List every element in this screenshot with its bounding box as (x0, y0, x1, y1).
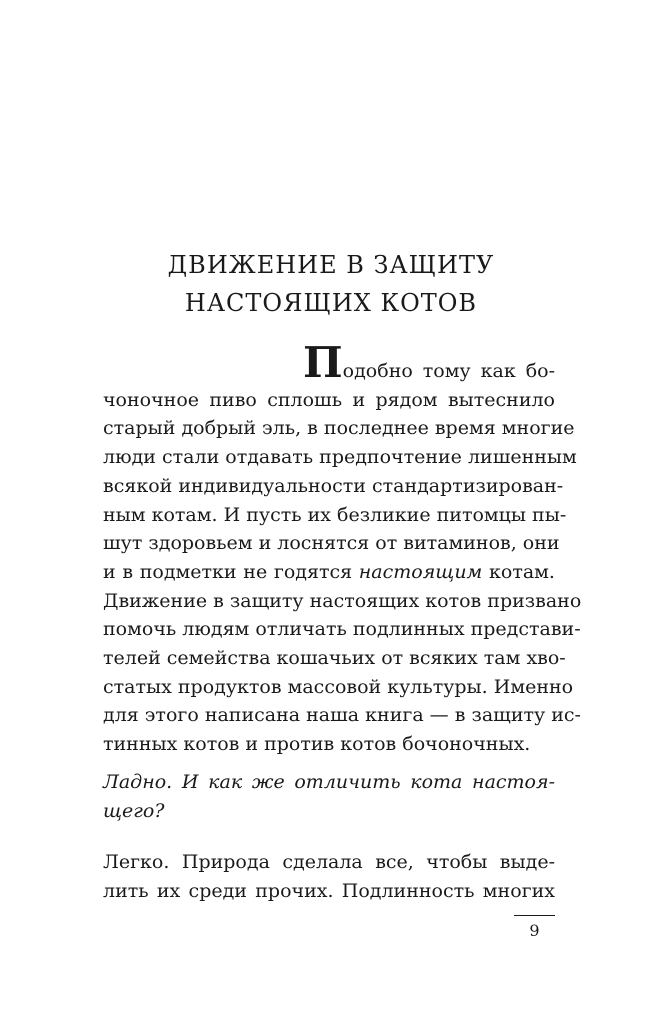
text-line: люди стали отдавать предпочтение лишенным (103, 446, 577, 469)
text-line: помочь людям отличать подлинных представи- (103, 618, 581, 641)
paragraph-answer (103, 848, 555, 905)
text-line: старый добрый эль, в последнее время многие (103, 417, 575, 440)
text-line: всякой индивидуальности стандартизирован- (103, 474, 564, 497)
paragraph-question (103, 768, 555, 825)
text-segment: котам. (489, 560, 555, 583)
text-line: ным котам. И пусть их безликие питомцы пы- (103, 503, 567, 526)
text-line (103, 558, 555, 587)
folio-rule (514, 915, 555, 916)
text-line: телей семейства кошачьих от всяких там хво- (103, 647, 566, 670)
text-line: Легко. Природа сделала все, чтобы выде- (103, 851, 555, 873)
chapter-title-line-2: НАСТОЯЩИХ КОТОВ (184, 289, 478, 317)
text-line: тинных котов и против котов бочоночных. (103, 733, 531, 756)
text-line: щего? (103, 799, 165, 822)
text-line: статых продуктов массовой культуры. Именно (103, 675, 574, 698)
text-segment: и в подметки не годятся (103, 560, 353, 583)
text-line: шут здоровьем и лоснятся от витаминов, они (103, 532, 560, 555)
text-line: лить их среди прочих. Подлинность многих (103, 879, 555, 902)
text-line (103, 338, 555, 387)
italic-emphasis: настоящим (358, 560, 483, 583)
text-line: для этого написана наша книга — в защиту ис- (103, 704, 581, 727)
text-line: чоночное пиво сплошь и рядом вытеснило (103, 388, 555, 411)
paragraph-intro (103, 338, 582, 759)
text-line: Ладно. И как же отличить кота настоя- (103, 771, 555, 793)
page-number: 9 (529, 921, 540, 940)
text-line-content: одобно тому как бо- (342, 360, 555, 382)
chapter-title-line-1: ДВИЖЕНИЕ В ЗАЩИТУ (167, 251, 495, 279)
chapter-title (0, 246, 662, 322)
drop-cap: П (303, 338, 343, 387)
text-line: Движение в защиту настоящих котов призвано (103, 589, 582, 612)
